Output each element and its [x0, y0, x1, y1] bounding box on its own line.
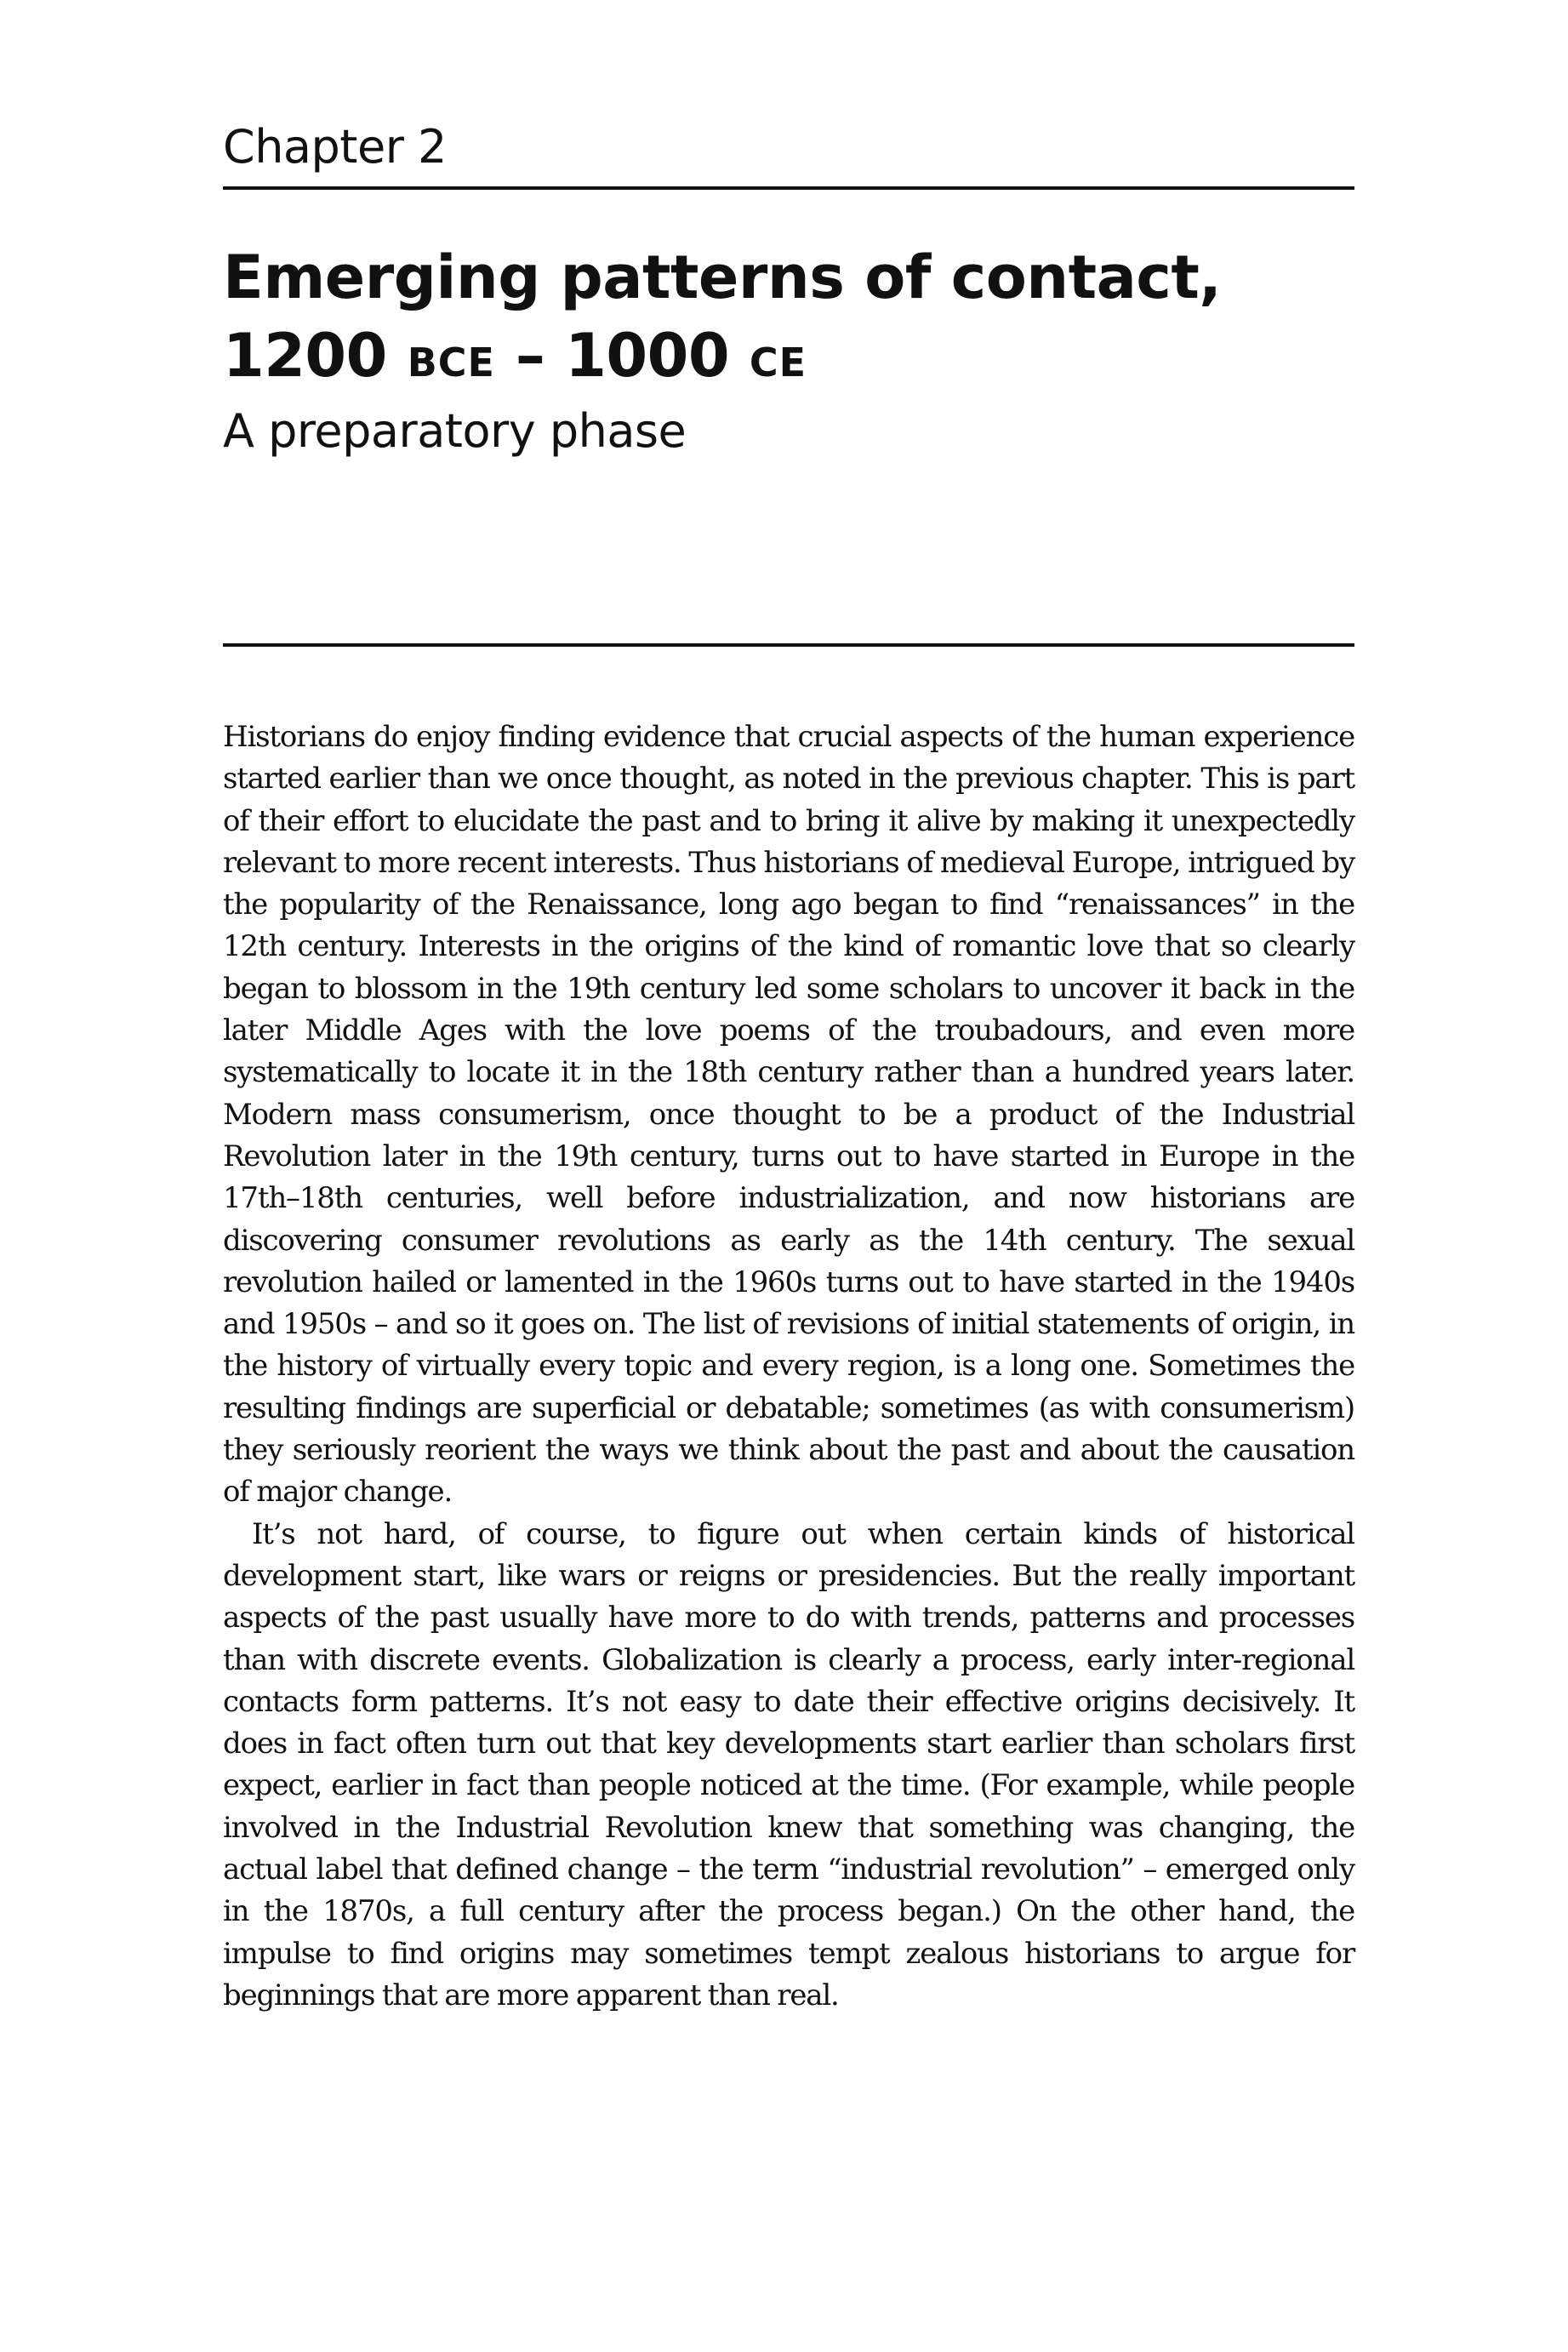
chapter-title-line-2	[223, 317, 1354, 402]
title-era-end: CE	[749, 340, 807, 385]
title-era-start: BCE	[407, 340, 495, 385]
chapter-title	[223, 238, 1354, 402]
chapter-title-line-1: Emerging patterns of contact,	[223, 243, 1222, 312]
chapter-subtitle: A preparatory phase	[223, 404, 687, 458]
paragraph-1: Historians do enjoy finding evidence that crucial aspects of the human experience started earlier than we once thought, as noted in the previous chapter. This is part of their effort to elucidate the past and to bring it alive by making it unexpectedly relevant to more recent interests. Thus historians of medieval Europe, intrigued by the popularity of the Renaissance, long ago began to find “renaissances” in the 12th century. Interests in the origins of the kind of romantic love that so clearly began to blossom in the 19th century led some scholars to uncover it back in the later Middle Ages with the love poems of the troubadours, and even more systematically to locate it in the 18th century rather than a hundred years later. Modern mass consumerism, once thought to be a product of the Industrial Revolution later in the 19th century, turns out to have started in Europe in the 17th–18th centuries, well before industrialization, and now historians are discovering consumer revolutions as early as the 14th century. The sexual revolution hailed or lamented in the 1960s turns out to have started in the 1940s and 1950s – and so it goes on. The list of revisions of initial statements of origin, in the history of virtually every topic and every region, is a long one. Sometimes the resulting findings are superficial or debatable; sometimes (as with consumerism) they seriously reorient the ways we think about the past and about the causation of major change.	[223, 720, 1354, 1510]
chapter-label: Chapter 2	[223, 120, 447, 174]
title-year-start: 1200	[223, 321, 408, 391]
title-year-end: 1000	[565, 321, 750, 391]
paragraph-2: It’s not hard, of course, to figure out when certain kinds of historical development start, like wars or reigns or presidencies. But the really important aspects of the past usually have more to do with trends, patterns and processes than with discrete events. Globalization is clearly a process, early inter-regional contacts form patterns. It’s not easy to date their effective origins decisively. It does in fact often turn out that key developments start earlier than scholars first expect, earlier in fact than people noticed at the time. (For example, while people involved in the Industrial Revolution knew that something was changing, the actual label that defined change – the term “industrial revolution” – emerged only in the 1870s, a full century after the process began.) On the other hand, the impulse to find origins may sometimes tempt zealous historians to argue for beginnings that are more apparent than real.	[223, 1516, 1354, 2012]
bottom-rule	[223, 643, 1354, 647]
title-dash: –	[494, 321, 566, 391]
body-text	[223, 716, 1354, 2017]
top-rule	[223, 186, 1354, 190]
